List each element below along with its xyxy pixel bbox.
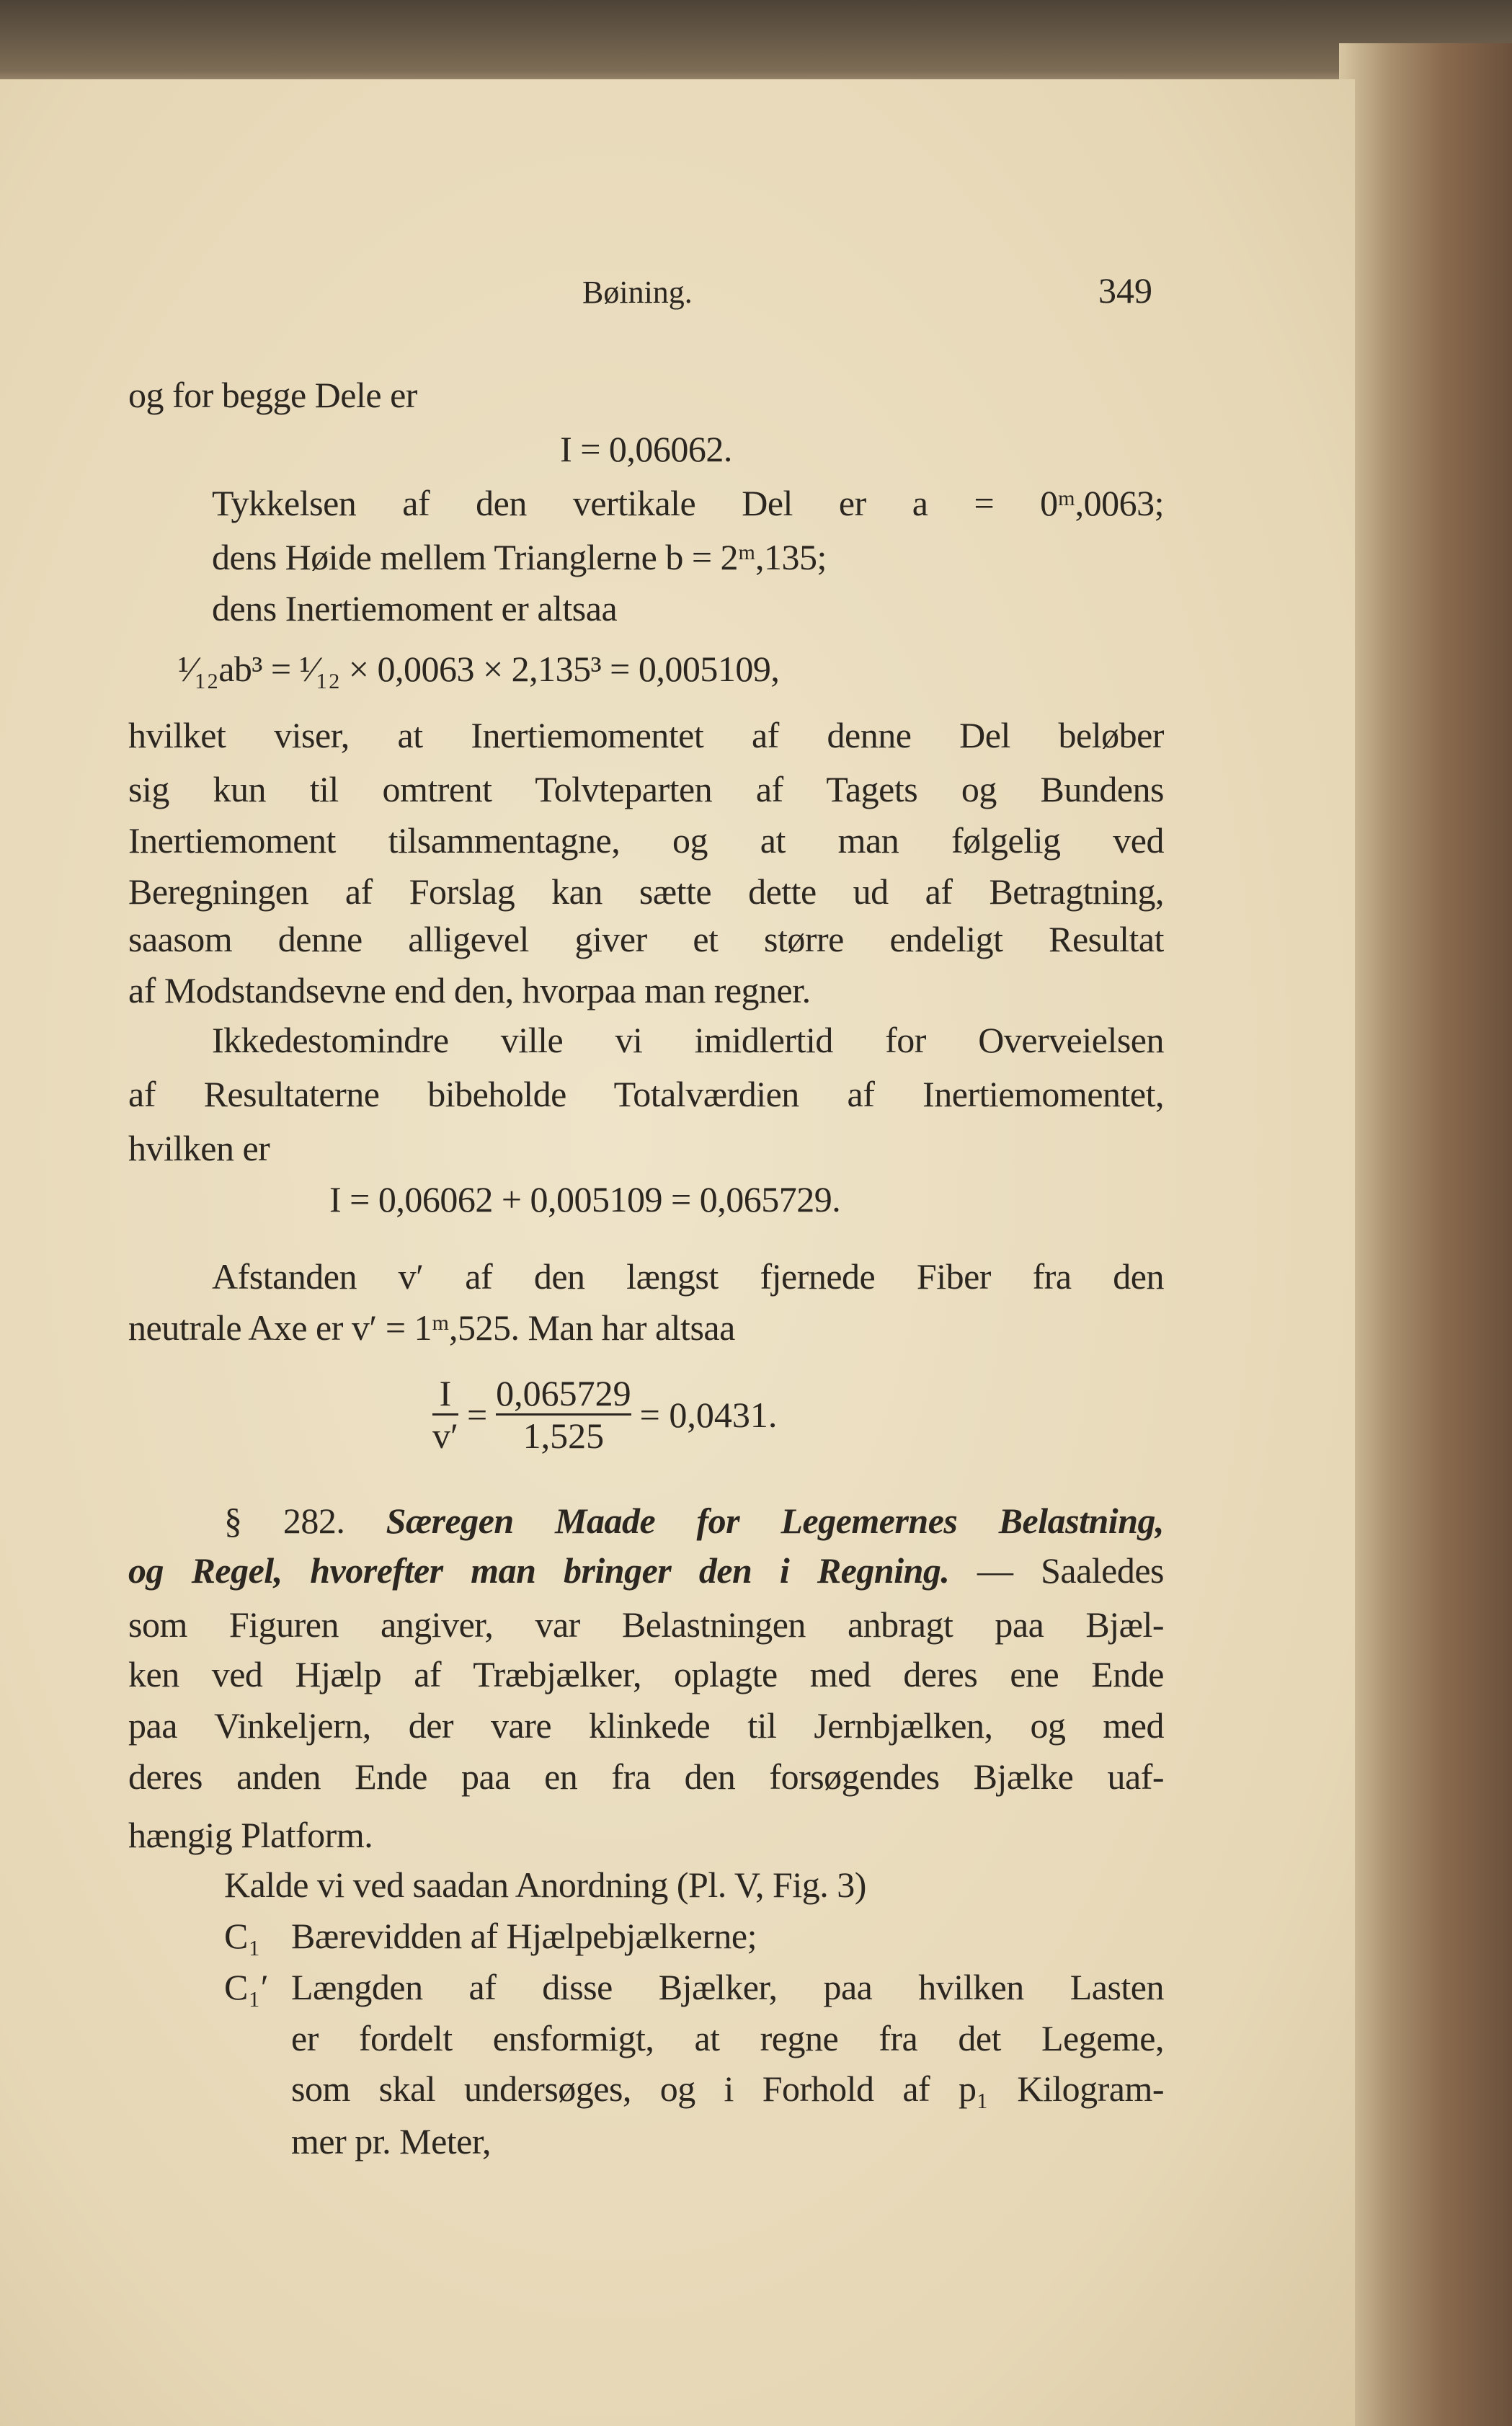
text-line: dens Høide mellem Trianglerne b = 2ᵐ,135; [212,537,827,577]
text-line: af Resultaterne bibeholde Totalværdien af Inertiemomentet, [128,1074,1164,1114]
text-line: Tykkelsen af den vertikale Del er a = 0ᵐ,0063; [212,483,1164,523]
text-line: ken ved Hjælp af Træbjælker, oplagte med deres ene Ende [128,1654,1164,1694]
text-line: hvilken er [128,1128,270,1168]
text-line: som Figuren angiver, var Belastningen anbragt paa Bjæl- [128,1604,1164,1645]
text-fragment: — Saaledes [977,1550,1164,1591]
text-line: Ikkedestomindre ville vi imidlertid for Overveielsen [212,1020,1164,1060]
definition-text: Længden af disse Bjælker, paa hvilken Lasten [291,1967,1164,2007]
running-header: Bøining. [582,275,693,310]
denominator: 1,525 [522,1416,605,1456]
denominator: v′ [432,1416,458,1456]
text-line: Afstanden v′ af den længst fjernede Fiber fra den [212,1256,1164,1297]
section-title: Særegen Maade for Legemernes Belastning, [386,1501,1164,1541]
text-line: Kalde vi ved saadan Anordning (Pl. V, Fig. 3) [224,1865,866,1905]
text-line: hængig Platform. [128,1815,373,1855]
equation: I = 0,06062 + 0,005109 = 0,065729. [329,1179,841,1219]
fraction-equation: I v′ = 0,065729 1,525 = 0,0431. [432,1373,778,1456]
definition-text: er fordelt ensformigt, at regne fra det Legeme, [291,2018,1164,2058]
text-line: paa Vinkeljern, der vare klinkede til Jernbjælken, og med [128,1705,1164,1746]
text-line: deres anden Ende paa en fra den forsøgendes Bjælke uaf- [128,1756,1164,1797]
section-title: og Regel, hvorefter man bringer den i Regning. [128,1550,950,1591]
definition-text: mer pr. Meter, [291,2121,492,2161]
definition-text: Bærevidden af Hjælpebjælkerne; [291,1916,757,1956]
result: = 0,0431. [639,1394,778,1435]
text-line: Beregningen af Forslag kan sætte dette ud af Betragtning, [128,871,1164,912]
text-line: og for begge Dele er [128,375,417,415]
numerator: I [439,1373,452,1413]
text-line: dens Inertiemoment er altsaa [212,588,618,628]
page-number: 349 [1098,270,1152,311]
definition-label: C₁ [224,1916,261,1956]
section-heading [224,1499,1164,1542]
equation: ¹⁄₁₂ab³ = ¹⁄₁₂ × 0,0063 × 2,135³ = 0,005109, [178,649,780,689]
section-number: § 282. [224,1501,345,1541]
text-line: af Modstandsevne end den, hvorpaa man regner. [128,970,811,1010]
text-line: Inertiemoment tilsammentagne, og at man følgelig ved [128,820,1164,861]
book-page-edges [1339,43,1512,2426]
text-line: hvilket viser, at Inertiemomentet af denne Del beløber [128,715,1164,755]
section-heading-cont [128,1549,1164,1592]
text-line: sig kun til omtrent Tolvteparten af Tagets og Bundens [128,769,1164,809]
equation: I = 0,06062. [560,429,732,469]
numerator: 0,065729 [496,1373,631,1413]
text-line: saasom denne alligevel giver et større endeligt Resultat [128,919,1164,959]
text-line: neutrale Axe er v′ = 1ᵐ,525. Man har altsaa [128,1307,735,1348]
definition-label: C₁′ [224,1967,269,2007]
definition-text: som skal undersøges, og i Forhold af p₁ Kilogram- [291,2069,1164,2109]
